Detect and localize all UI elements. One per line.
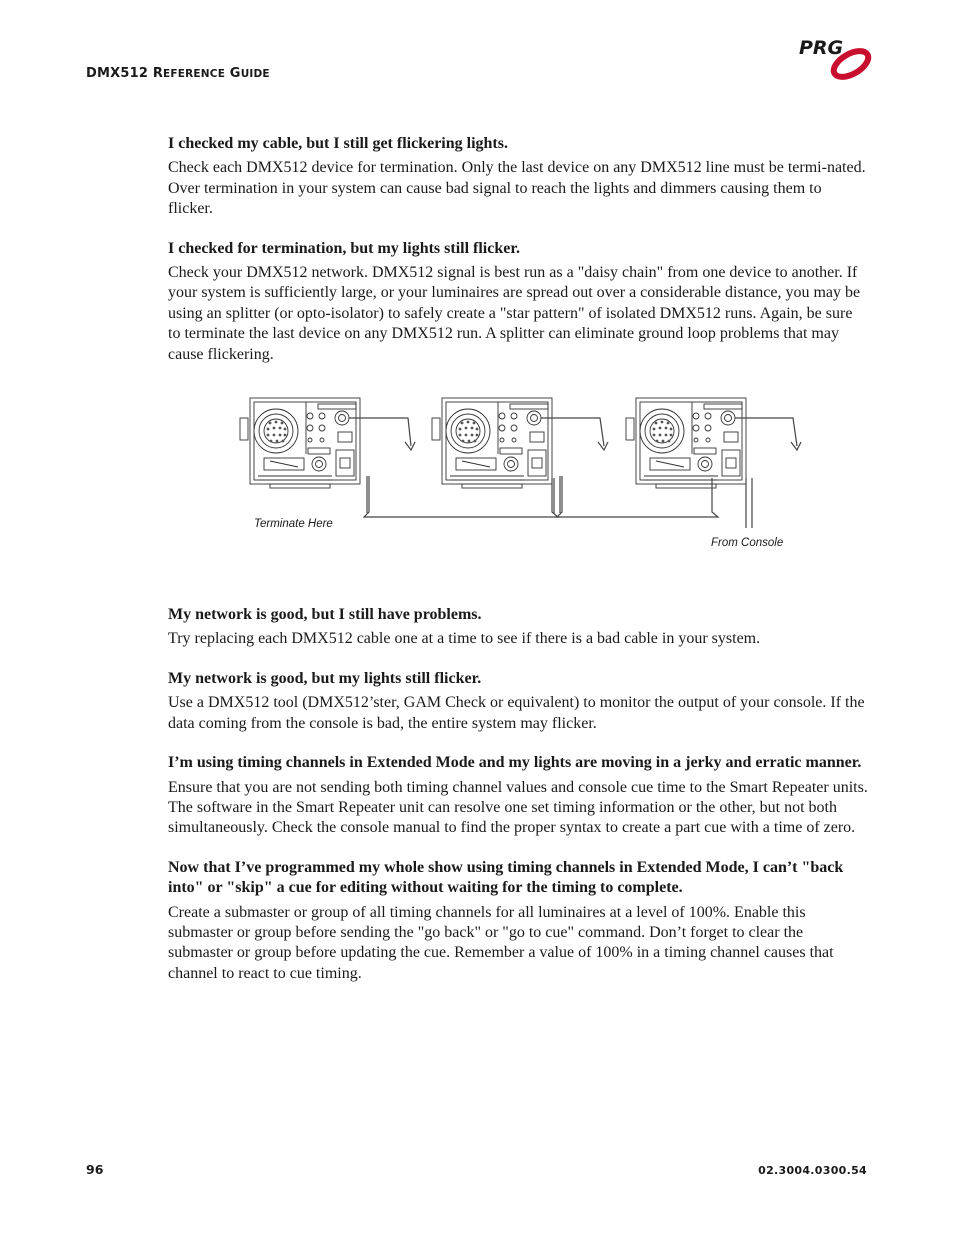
faq-body: Check your DMX512 network. DMX512 signal is best run as a "daisy chain" from one device to another. If your system is sufficiently large, or your luminaires are spread out over a considerable distance, you may be using an splitter (or opto-isolator) to safely create a "star pattern" of isolated DMX512 runs. Again, be sure to terminate the last device on any DMX512 run. A splitter can eliminate ground loop problems that may cause flickering. (168, 264, 861, 363)
running-header: DMX512 REFERENCE GUIDE (86, 66, 270, 81)
faq-body: Create a submaster or group of all timing channels for all luminaires at a level of 100%. Enable this submaster or group before sending the "go back" or "go to cue" command. Don’t forget to clear the submaster or group before updating the cue. Remember a value of 100% in a timing channel causes that channel to react to cue timing. (168, 903, 834, 982)
faq-heading: I checked my cable, but I still get flickering lights. (168, 135, 508, 152)
faq-body: Ensure that you are not sending both timing channel values and console cue time to the Smart Repeater units. The software in the Smart Repeater unit can resolve one set timing information or the other, but not both simultaneously. Check the console manual to find the proper syntax to create a part cue with a time of zero. (168, 778, 868, 837)
prg-logo (795, 34, 875, 82)
faq-section-3 (168, 605, 868, 650)
main-content (168, 134, 868, 1003)
wiring-illustration (168, 386, 868, 586)
faq-body: Try replacing each DMX512 cable one at a time to see if there is a bad cable in your system. (168, 630, 761, 648)
faq-heading: My network is good, but my lights still flicker. (168, 669, 482, 687)
faq-heading: Now that I’ve programmed my whole show using timing channels in Extended Mode, I can’t "back into" or "skip" a cue for editing without waiting for the timing to complete. (168, 858, 844, 897)
faq-heading: I’m using timing channels in Extended Mode and my lights are moving in a jerky and erratic manner. (168, 754, 862, 772)
faq-heading: My network is good, but I still have problems. (168, 606, 482, 624)
faq-section-4 (168, 669, 868, 734)
logo-lettering: PRG (799, 37, 844, 59)
daisy-chain-diagram (168, 386, 868, 586)
document-code: 02.3004.0300.54 (758, 1164, 867, 1177)
faq-body: Use a DMX512 tool (DMX512’ster, GAM Check or equivalent) to monitor the output of your console. If the data coming from the console is bad, the entire system may flicker. (168, 694, 865, 732)
faq-body: Check each DMX512 device for termination. Only the last device on any DMX512 line must be termi-nated. Over termination in your system can cause bad signal to reach the lights and dimmers causing them to flicker. (168, 159, 866, 218)
faq-section-2 (168, 239, 868, 365)
page-number: 96 (86, 1162, 104, 1177)
faq-section-5 (168, 753, 868, 839)
faq-section-1 (168, 134, 868, 220)
faq-heading: I checked for termination, but my lights still flicker. (168, 239, 520, 257)
faq-section-6 (168, 858, 868, 984)
terminate-here-caption: Terminate Here (254, 518, 333, 531)
from-console-caption: From Console (711, 537, 784, 550)
